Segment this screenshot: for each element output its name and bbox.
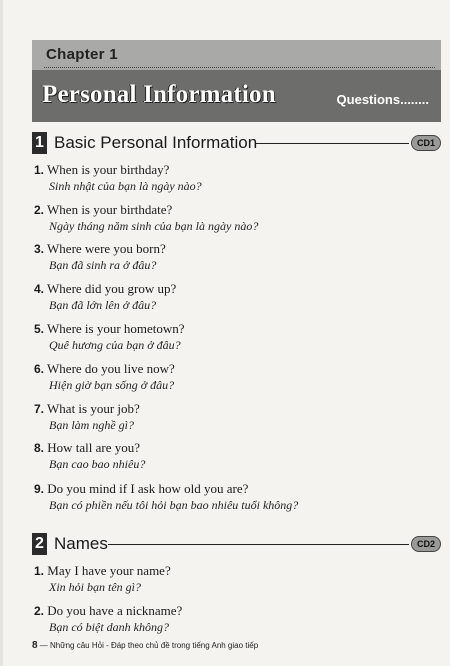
question-text: How tall are you? xyxy=(47,440,141,455)
question-text: What is your job? xyxy=(47,401,140,416)
question-text: Where were you born? xyxy=(47,241,166,256)
questions-label: Questions........ xyxy=(336,92,429,107)
chapter-dotted-rule xyxy=(44,67,435,68)
question-number: 2. xyxy=(34,604,45,618)
question-item xyxy=(34,202,434,234)
question-item xyxy=(34,563,434,595)
section-title: Basic Personal Information xyxy=(54,133,258,152)
page-footer xyxy=(32,640,258,651)
question-translation: Quê hương của bạn ở đâu? xyxy=(49,338,181,352)
question-item xyxy=(34,162,434,194)
question-text: Where did you grow up? xyxy=(47,281,177,296)
question-translation: Bạn đã lớn lên ở đâu? xyxy=(49,298,157,312)
cd-track-badge: CD1 xyxy=(411,135,441,151)
question-number: 2. xyxy=(34,203,45,217)
question-text: Do you have a nickname? xyxy=(47,603,183,618)
question-item xyxy=(34,281,434,313)
question-translation: Xin hỏi bạn tên gì? xyxy=(49,580,141,594)
question-number: 1. xyxy=(34,163,45,177)
chapter-title: Personal Information xyxy=(42,81,276,108)
question-translation: Ngày tháng năm sinh của bạn là ngày nào? xyxy=(49,219,259,233)
question-number: 1. xyxy=(34,564,45,578)
question-translation: Bạn có biệt danh không? xyxy=(49,620,169,634)
cd-track-badge: CD2 xyxy=(411,536,441,552)
section-rule xyxy=(256,143,409,144)
question-item xyxy=(34,603,434,635)
question-text: Where do you live now? xyxy=(47,361,175,376)
section-number: 1 xyxy=(32,132,47,154)
page-number: 8 xyxy=(32,640,38,651)
question-number: 8. xyxy=(34,441,45,455)
section-heading-names xyxy=(32,533,441,555)
question-number: 9. xyxy=(34,482,45,496)
question-translation: Sinh nhật của bạn là ngày nào? xyxy=(49,179,202,193)
question-translation: Bạn làm nghề gì? xyxy=(49,418,134,432)
question-number: 6. xyxy=(34,362,45,376)
page-spine-shadow xyxy=(0,0,3,666)
section-title: Names xyxy=(54,534,108,553)
question-text: When is your birthday? xyxy=(47,162,170,177)
section-rule xyxy=(108,544,409,545)
question-translation: Bạn đã sinh ra ở đâu? xyxy=(49,258,157,272)
question-item xyxy=(34,440,434,472)
question-translation: Bạn cao bao nhiêu? xyxy=(49,457,146,471)
question-text: May I have your name? xyxy=(47,563,171,578)
title-band xyxy=(32,70,441,122)
question-item xyxy=(34,361,434,393)
question-item xyxy=(34,481,434,513)
question-text: Where is your hometown? xyxy=(47,321,185,336)
question-item xyxy=(34,321,434,353)
question-item xyxy=(34,401,434,433)
question-item xyxy=(34,241,434,273)
section-number: 2 xyxy=(32,533,47,555)
chapter-band xyxy=(32,40,441,70)
section-heading-basic-info xyxy=(32,132,441,154)
footer-text: — Những câu Hỏi - Đáp theo chủ đề trong tiếng Anh giao tiếp xyxy=(39,641,259,650)
question-number: 5. xyxy=(34,322,45,336)
question-number: 7. xyxy=(34,402,45,416)
question-number: 3. xyxy=(34,242,45,256)
question-translation: Bạn có phiền nếu tôi hỏi bạn bao nhiêu tuổi không? xyxy=(49,498,299,512)
chapter-header xyxy=(32,40,441,122)
question-text: Do you mind if I ask how old you are? xyxy=(47,481,249,496)
question-text: When is your birthdate? xyxy=(47,202,173,217)
question-number: 4. xyxy=(34,282,45,296)
question-translation: Hiện giờ bạn sống ở đâu? xyxy=(49,378,175,392)
chapter-label: Chapter 1 xyxy=(46,46,118,63)
